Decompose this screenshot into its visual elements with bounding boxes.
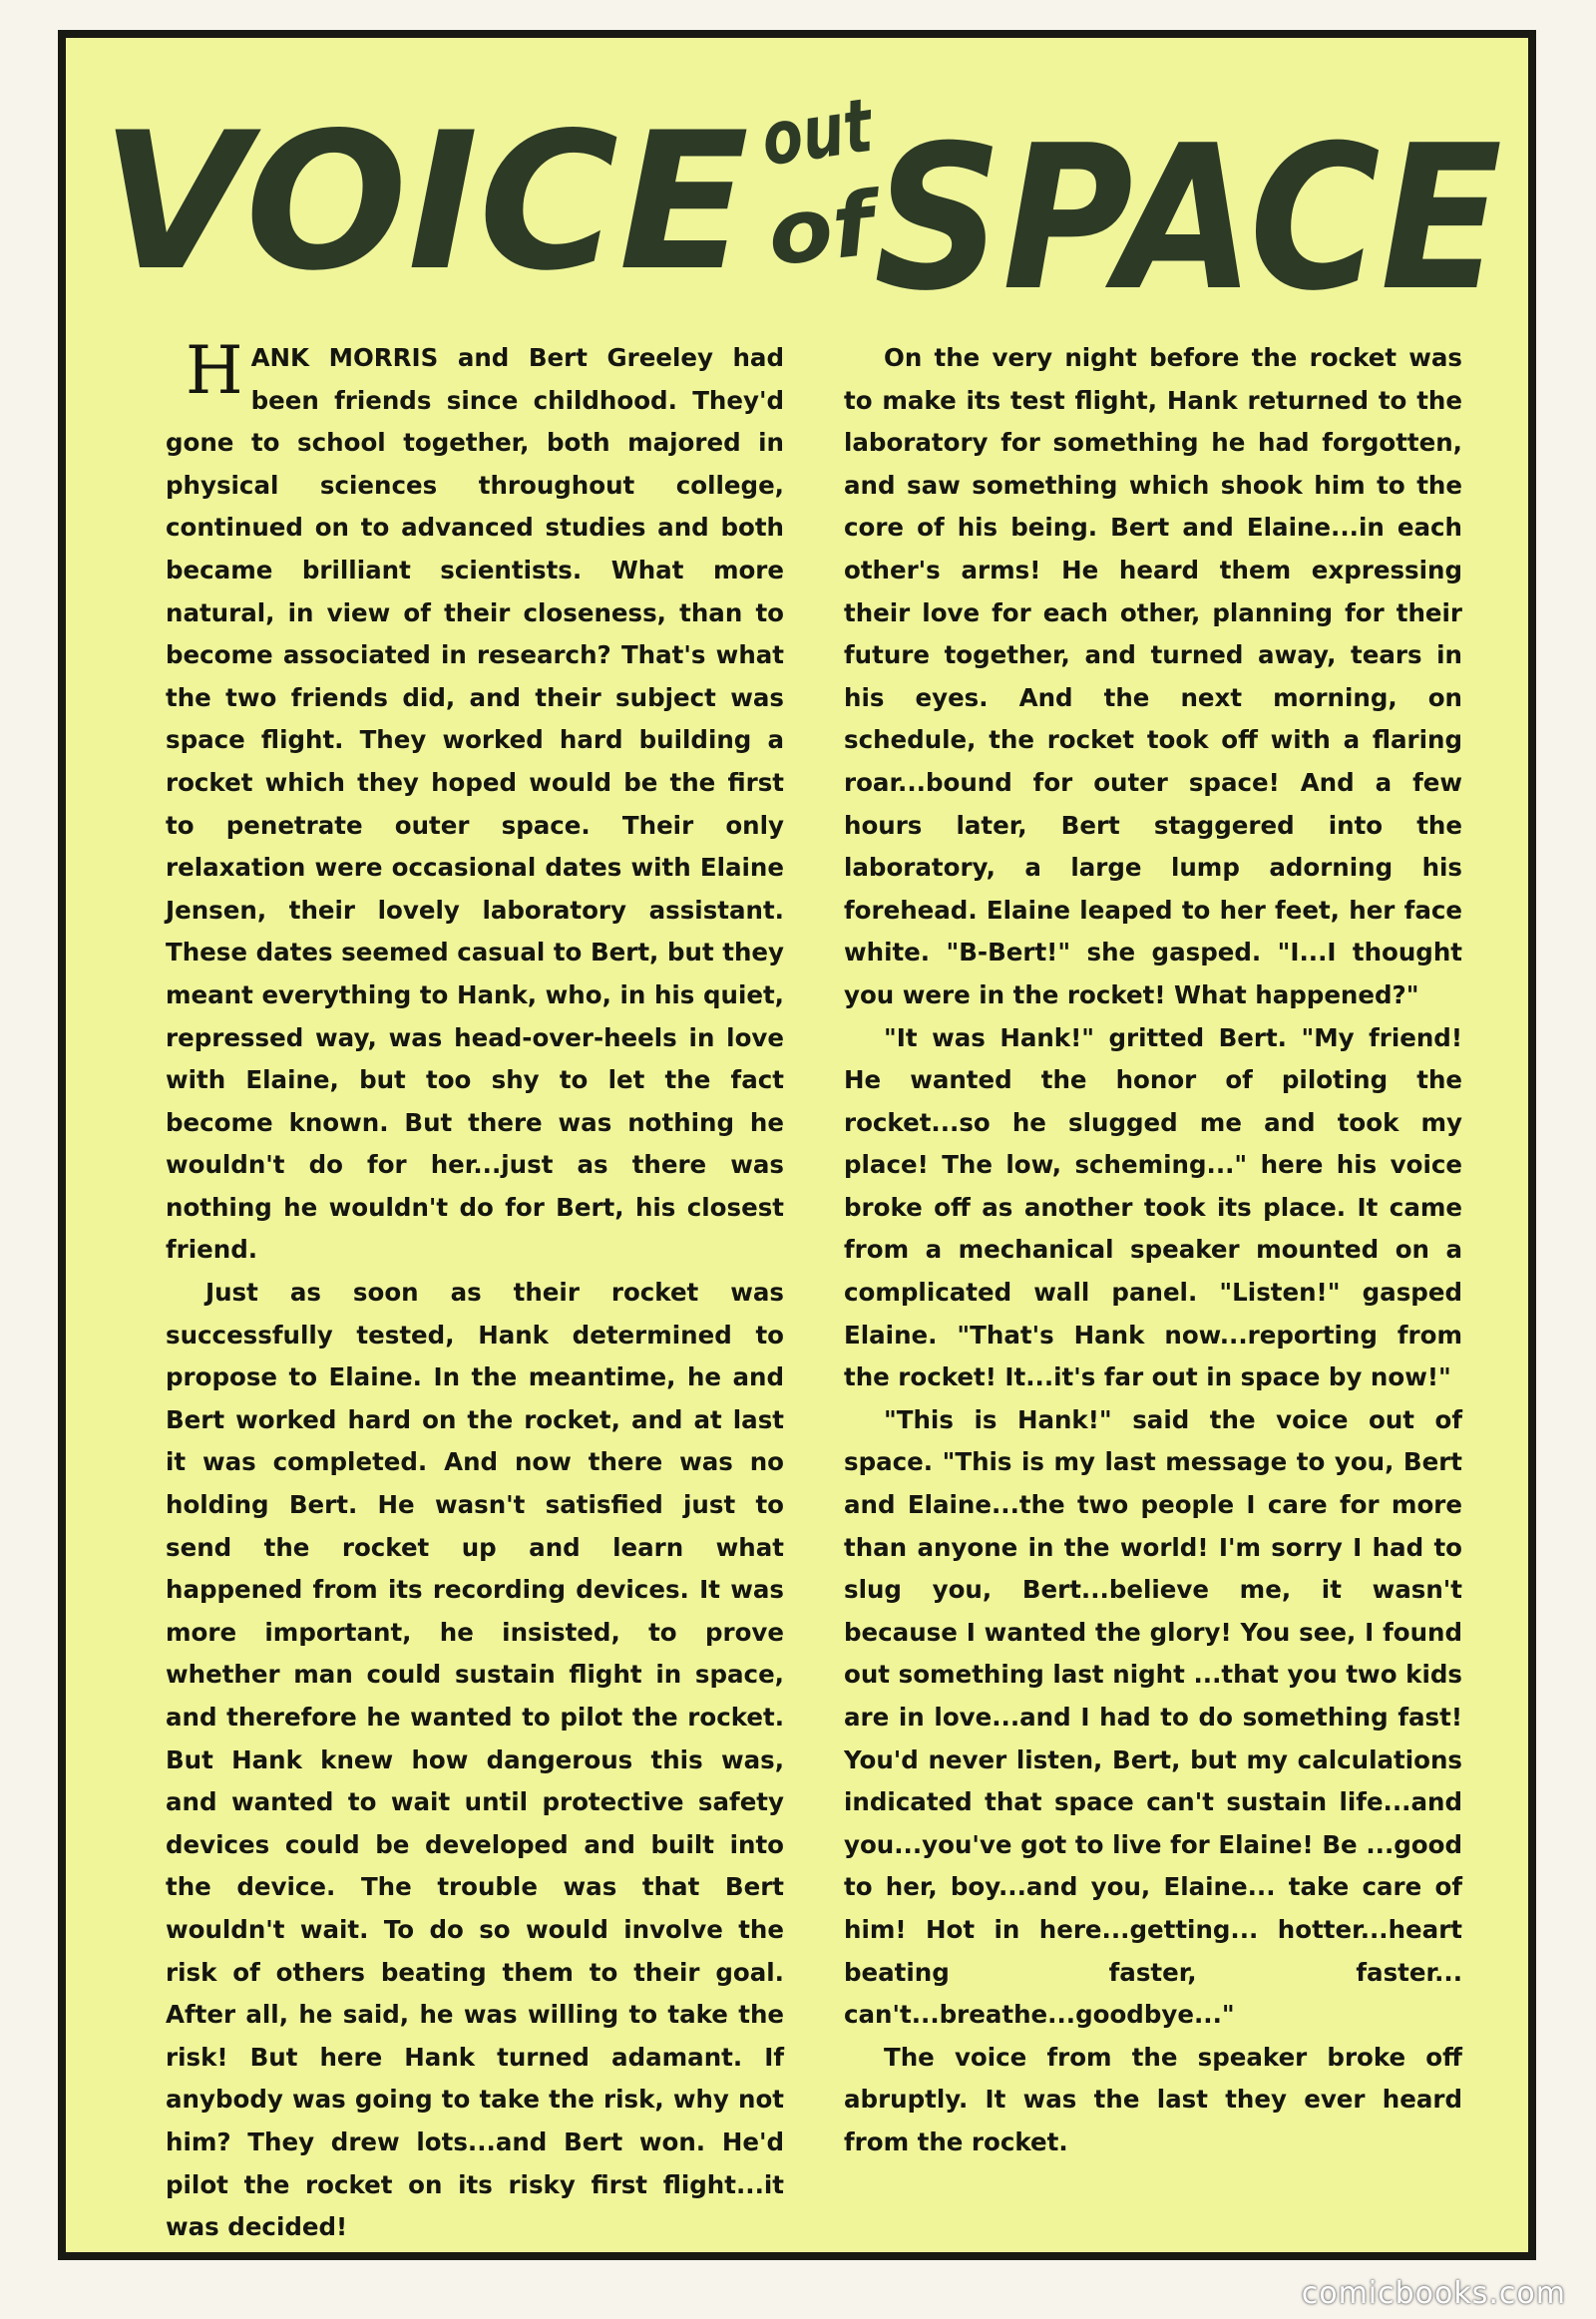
paragraph-text: ANK MORRIS and Bert Greeley had been friends since childhood. They'd gone to school together, both majored in physical sciences throughout college, continued on to advanced studies and both became brilliant scientists. What more natural, in view of their closeness, than to become associated in research? That's what the two friends did, and their subject was space flight. They worked hard building a rocket which they hoped would be the first to penetrate outer space. Their only relaxation were occasional dates with Elaine Jensen, their lovely laboratory assistant. These dates seemed casual to Bert, but they meant everything to Hank, who, in his quiet, repressed way, was head-over-heels in love with Elaine, but too shy to let the fact become known. But there was nothing he wouldn't do for her...just as there was nothing he wouldn't do for Bert, his closest friend. [166, 343, 784, 1265]
watermark: comicbooks.com [1301, 2276, 1566, 2311]
title-word-of: of [763, 173, 872, 286]
drop-cap: H [186, 332, 243, 409]
column-right [844, 337, 1462, 2232]
paragraph: The voice from the speaker broke off abruptly. It was the last they ever heard from the rocket. [844, 2042, 1462, 2156]
paragraph: On the very night before the rocket was to make its test flight, Hank returned to the laboratory for something he had forgotten, and saw something which shook him to the core of his being. Bert and Elaine...in each other's arms! He heard them expressing their love for each other, planning for their future together, and turned away, tears in his eyes. And the next morning, on schedule, the rocket took off with a flaring roar...bound for outer space! And a few hours later, Bert staggered into the laboratory, a large lump adorning his forehead. Elaine leaped to her feet, her face white. "B-Bert!" she gasped. "I...I thought you were in the rocket! What happened?" [844, 343, 1462, 1009]
text-columns [166, 332, 1462, 2242]
paragraph [166, 332, 784, 1272]
title-word-space: SPACE [874, 103, 1502, 335]
title-word-voice: VOICE [101, 92, 750, 312]
title-word-out: out [756, 78, 906, 184]
column-left [166, 332, 784, 2242]
title-logo [66, 38, 1528, 367]
paragraph: "It was Hank!" gritted Bert. "My friend! He wanted the honor of piloting the rocket...so he slugged me and took my place! The low, scheming..." here his voice broke off as another took its place. It came from a mechanical speaker mounted on a complicated wall panel. "Listen!" gasped Elaine. "That's Hank now...reporting from the rocket! It...it's far out in space by now!" [844, 1022, 1462, 1392]
story-title [66, 38, 1528, 367]
story-panel [58, 30, 1536, 2260]
paragraph: Just as soon as their rocket was successfully tested, Hank determined to propose to Elaine. In the meantime, he and Bert worked hard on the rocket, and at last it was completed. And now there was no holding Bert. He wasn't satisfied just to send the rocket up and learn what happened from its recording devices. It was more important, he insisted, to prove whether man could sustain flight in space, and therefore he wanted to pilot the rocket. But Hank knew how dangerous this was, and wanted to wait until protective safety devices could be developed and built into the device. The trouble was that Bert wouldn't wait. To do so would involve the risk of others beating them to their goal. After all, he said, he was willing to take the risk! But here Hank turned adamant. If anybody was going to take the risk, why not him? They drew lots...and Bert won. He'd pilot the rocket on its risky first flight...it was decided! [166, 1278, 784, 2242]
paragraph: "This is Hank!" said the voice out of space. "This is my last message to you, Bert and Elaine...the two people I care for more than anyone in the world! I'm sorry I had to slug you, Bert...believe me, it wasn't because I wanted the glory! You see, I found out something last night ...that you two kids are in love...and I had to do something fast! You'd never listen, Bert, but my calculations indicated that space can't sustain life...and you...you've got to live for Elaine! Be ...good to her, boy...and you, Elaine... take care of him! Hot in here...getting... hotter...heart beating faster, faster... can't...breathe...goodbye..." [844, 1404, 1462, 2030]
